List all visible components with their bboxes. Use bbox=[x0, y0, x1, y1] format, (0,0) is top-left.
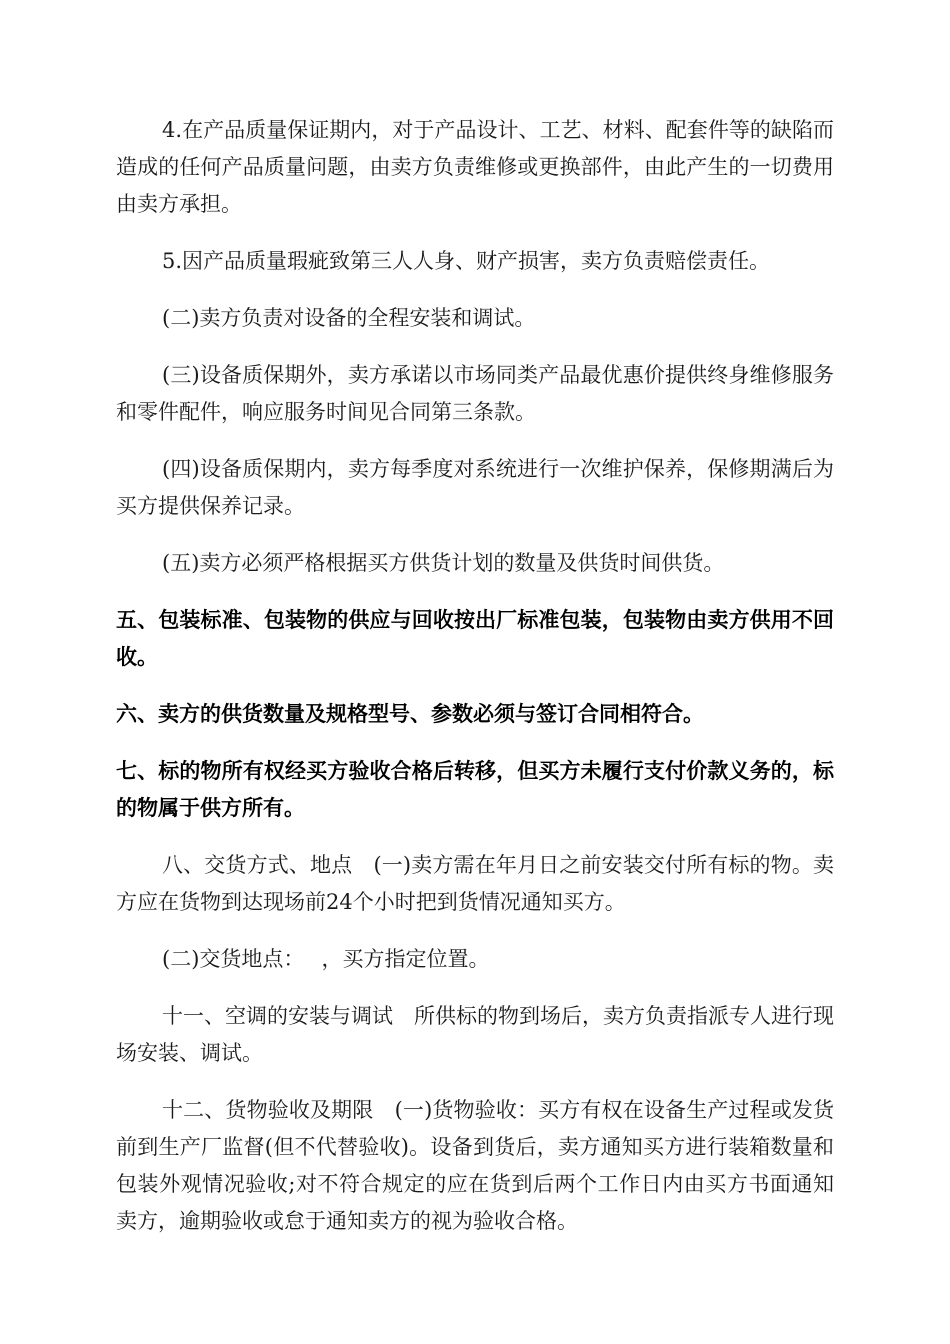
section-8-delivery-method: 八、交货方式、地点 (一)卖方需在年月日之前安装交付所有标的物。卖方应在货物到达现场前24个小时把到货情况通知买方。 bbox=[116, 853, 834, 914]
clause-5-supply-plan: (五)卖方必须严格根据买方供货计划的数量及供货时间供货。 bbox=[162, 551, 725, 575]
clause-5-third-party-liability: 5.因产品质量瑕疵致第三人人身、财产损害，卖方负责赔偿责任。 bbox=[162, 249, 771, 273]
clause-4-quarterly-maintenance: (四)设备质保期内，卖方每季度对系统进行一次维护保养，保修期满后为买方提供保养记录。 bbox=[116, 457, 834, 518]
section-11-installation-commissioning: 十一、空调的安装与调试 所供标的物到场后，卖方负责指派专人进行现场安装、调试。 bbox=[116, 1004, 834, 1065]
document-body bbox=[116, 112, 834, 1260]
section-5-packaging-heading: 五、包装标准、包装物的供应与回收按出厂标准包装，包装物由卖方供用不回收。 bbox=[116, 608, 834, 669]
section-6-quantity-spec-heading: 六、卖方的供货数量及规格型号、参数必须与签订合同相符合。 bbox=[116, 702, 704, 726]
clause-4-warranty-defects: 4.在产品质量保证期内，对于产品设计、工艺、材料、配套件等的缺陷而造成的任何产品质量问题，由卖方负责维修或更换部件，由此产生的一切费用由卖方承担。 bbox=[116, 118, 834, 216]
section-12-acceptance: 十二、货物验收及期限 (一)货物验收：买方有权在设备生产过程或发货前到生产厂监督(但不代替验收)。设备到货后，卖方通知买方进行装箱数量和包装外观情况验收;对不符合规定的应在货到后两个工作日内由买方书面通知卖方，逾期验收或怠于通知卖方的视为验收合格。 bbox=[116, 1098, 834, 1233]
clause-2-installation: (二)卖方负责对设备的全程安装和调试。 bbox=[162, 306, 536, 330]
clause-3-after-warranty-service: (三)设备质保期外，卖方承诺以市场同类产品最优惠价提供终身维修服务和零件配件，响应服务时间见合同第三条款。 bbox=[116, 363, 834, 424]
section-7-ownership-heading: 七、标的物所有权经买方验收合格后转移，但买方未履行支付价款义务的，标的物属于供方所有。 bbox=[116, 759, 834, 820]
section-8-delivery-location: (二)交货地点： ，买方指定位置。 bbox=[162, 947, 490, 971]
